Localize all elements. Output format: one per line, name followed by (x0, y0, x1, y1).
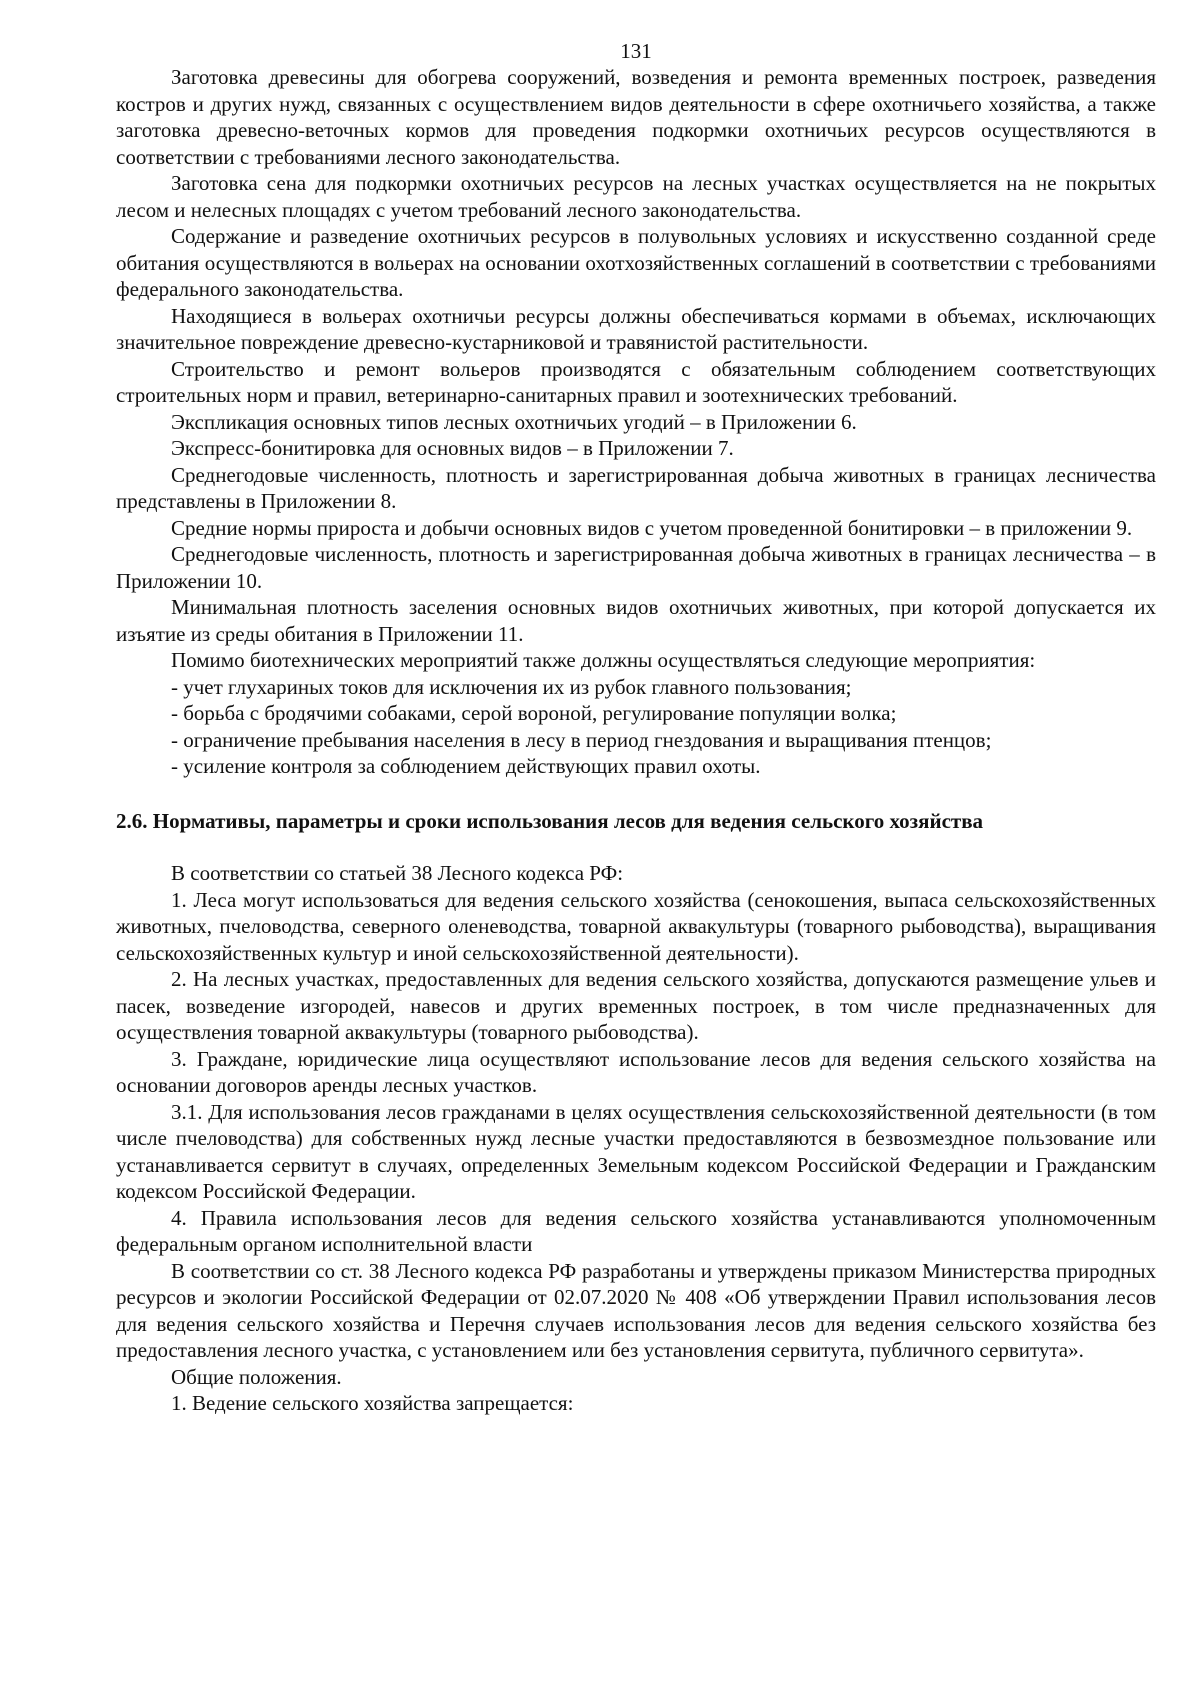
paragraph-order-408: В соответствии со ст. 38 Лесного кодекса РФ разработаны и утверждены приказом Министерства природных ресурсов и экологии Российской Федерации от 02.07.2020 № 408 «Об утверждении Правил использования лесов для ведения сельского хозяйства и Перечня случаев использования лесов для ведения сельского хозяйства без предоставления лесного участка, с установлением или без установления сервитута, публичного сервитута». (116, 1258, 1156, 1362)
paragraph-hay-harvesting: Заготовка сена для подкормки охотничьих ресурсов на лесных участках осуществляется на не покрытых лесом и нелесных площадях с учетом требований лесного законодательства. (116, 171, 1156, 222)
paragraph-measures-intro: Помимо биотехнических мероприятий также должны осуществляться следующие мероприятия: (171, 648, 1036, 672)
paragraph-appendix-7: Экспресс-бонитировка для основных видов – в Приложении 7. (171, 436, 734, 460)
list-item: - учет глухариных токов для исключения их из рубок главного пользования; (171, 674, 852, 699)
paragraph-appendix-8: Среднегодовые численность, плотность и зарегистрированная добыча животных в границах лесничества представлены в Приложении 8. (116, 462, 1156, 513)
section-heading: 2.6. Нормативы, параметры и сроки использования лесов для ведения сельского хозяйства (116, 808, 984, 833)
paragraph-enclosure-breeding: Содержание и разведение охотничьих ресурсов в полувольных условиях и искусственно созданной среде обитания осуществляются в вольерах на основании охотхозяйственных соглашений в соответствии с требованиями федерального законодательства. (116, 224, 1156, 301)
paragraph-enclosure-feeding: Находящиеся в вольерах охотничьи ресурсы должны обеспечиваться кормами в объемах, исключающих значительное повреждение древесно-кустарниковой и травянистой растительности. (116, 303, 1156, 354)
paragraph-article-38: В соответствии со статьей 38 Лесного кодекса РФ: (171, 861, 624, 885)
paragraph-appendix-9: Средние нормы прироста и добычи основных видов с учетом проведенной бонитировки – в приложении 9. (171, 515, 1133, 540)
paragraph-wood-harvesting: Заготовка древесины для обогрева сооружений, возведения и ремонта временных построек, разведения костров и других нужд, связанных с осуществлением видов деятельности в сфере охотничьего хозяйства, а также заготовка древесно-веточных кормов для проведения подкормки охотничьих ресурсов осуществляются в соответствии с требованиями лесного законодательства. (116, 65, 1156, 169)
paragraph-enclosure-construction: Строительство и ремонт вольеров производятся с обязательным соблюдением соответствующих строительных норм и правил, ветеринарно-санитарных правил и зоотехнических требований. (116, 356, 1156, 407)
paragraph-appendix-10: Среднегодовые численность, плотность и зарегистрированная добыча животных в границах лесничества – в Приложении 10. (116, 542, 1156, 593)
paragraph-item-2: 2. На лесных участках, предоставленных для ведения сельского хозяйства, допускаются размещение ульев и пасек, возведение изгородей, навесов и других временных построек, в том числе предназначенных для осуществления товарной аквакультуры (товарного рыбоводства). (116, 967, 1156, 1044)
paragraph-item-3: 3. Граждане, юридические лица осуществляют использование лесов для ведения сельского хозяйства на основании договоров аренды лесных участков. (116, 1046, 1156, 1097)
list-item: - усиление контроля за соблюдением действующих правил охоты. (171, 754, 761, 778)
paragraph-appendix-6: Экспликация основных типов лесных охотничьих угодий – в Приложении 6. (171, 409, 857, 434)
paragraph-item-4: 4. Правила использования лесов для ведения сельского хозяйства устанавливаются уполномоченным федеральным органом исполнительной власти (116, 1205, 1156, 1256)
paragraph-appendix-11: Минимальная плотность заселения основных видов охотничьих животных, при которой допускается их изъятие из среды обитания в Приложении 11. (116, 595, 1156, 646)
list-item: - борьба с бродячими собаками, серой вороной, регулирование популяции волка; (171, 701, 897, 725)
paragraph-general-provisions: Общие положения. (171, 1364, 342, 1389)
list-item: - ограничение пребывания населения в лесу в период гнездования и выращивания птенцов; (171, 727, 992, 752)
paragraph-item-3-1: 3.1. Для использования лесов гражданами в целях осуществления сельскохозяйственной деятельности (в том числе пчеловодства) для собственных нужд лесные участки предоставляются в безвозмездное пользование или устанавливается сервитут в случаях, определенных Земельным кодексом Российской Федерации и Гражданским кодексом Российской Федерации. (116, 1099, 1156, 1203)
document-page (116, 38, 1156, 1417)
paragraph-prohibited: 1. Ведение сельского хозяйства запрещается: (171, 1391, 574, 1415)
page-number: 131 (620, 39, 652, 63)
paragraph-item-1: 1. Леса могут использоваться для ведения сельского хозяйства (сенокошения, выпаса сельскохозяйственных животных, пчеловодства, северного оленеводства, товарной аквакультуры (товарного рыбоводства), выращивания сельскохозяйственных культур и иной сельскохозяйственной деятельности). (116, 887, 1156, 965)
